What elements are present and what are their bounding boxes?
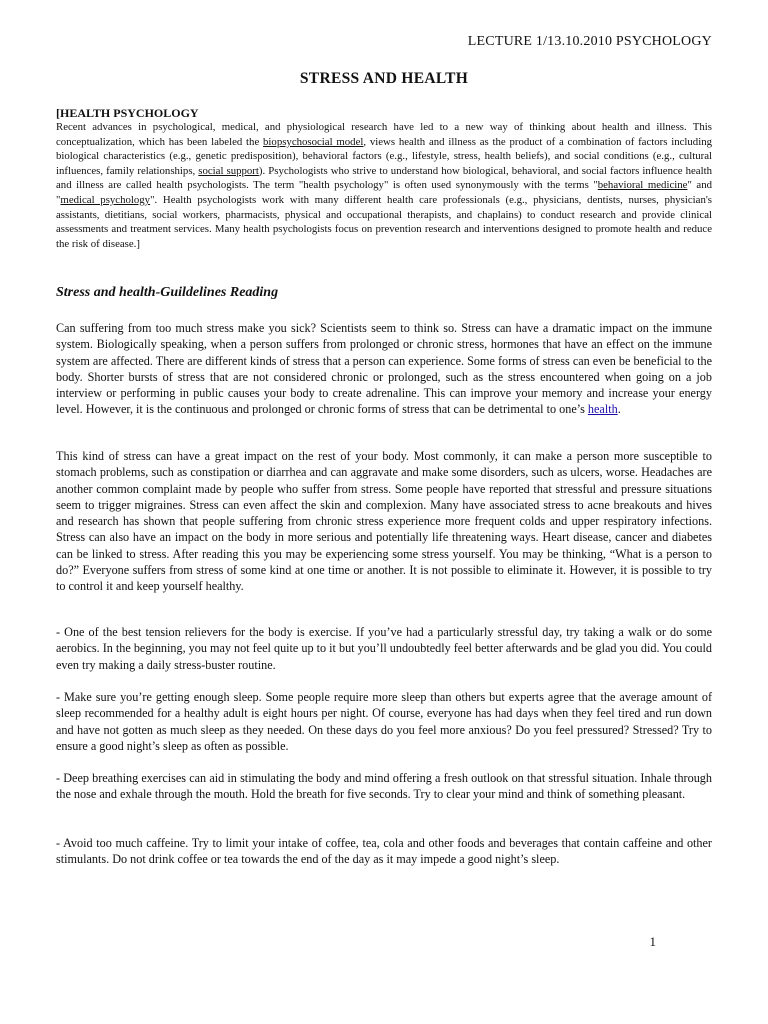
health-link[interactable]: health [587, 402, 618, 417]
tip-exercise: - One of the best tension relievers for the body is exercise. If you’ve had a particularly stressful day, try taking a walk or do some aerobics. In the beginning, you may not feel quite up to it but you’ll undoubtedly feel better afterwards and be glad you did. You could even try making a daily stress-buster routine. [56, 625, 712, 672]
hp-text-1: Recent advances in psychological, medical, and physiological research have led to a new way of thinking about health and illness. This conceptualization, which has been labeled the [56, 121, 712, 148]
section-heading: Stress and health-Guildelines Reading [56, 285, 279, 300]
page-number: 1 [649, 934, 656, 949]
paragraph-1-text: Can suffering from too much stress make you sick? Scientists seem to think so. Stress can have a dramatic impact on the immune system. Biologically speaking, when a person suffers from prolonged or chronic stress, hormones that have an effect on the immune system are affected. There are different kinds of stress that a person can experience. Some forms of stress can even be beneficial to the body. Shorter bursts of stress that are not considered chronic or prolonged, such as the stress encountered when going on a job interview or performing in public causes your body to create adrenaline. This can improve your memory and increase your energy level. However, it is the continuous and prolonged or chronic forms of stress that can be detrimental to one’s [56, 321, 712, 417]
tip-avoid-caffeine: - Avoid too much caffeine. Try to limit your intake of coffee, tea, cola and other foods and beverages that contain caffeine and other stimulants. Do not drink coffee or tea towards the end of the day as it may impede a good night’s sleep. [56, 836, 712, 867]
health-psychology-paragraph [56, 120, 712, 251]
hp-text-3: ). Psychologists who strive to understand how biological, behavioral, and social factors influence health and illness are called health psychologists. The term "health psychology" is often used synonymously with the terms " [56, 164, 712, 192]
tip-sleep: - Make sure you’re getting enough sleep. Some people require more sleep than others but experts agree that the average amount of sleep recommended for a healthy adult is eight hours per night. Of course, everyone has had days when they feel tired and run down and have not gotten as much sleep as they needed. On these days do you feel more anxious? Do you feel pressured? Stressed? Try to ensure a good night’s sleep as often as possible. [56, 690, 712, 753]
biopsychosocial-model-link[interactable]: biopsychosocial model [263, 135, 364, 148]
paragraph-body-effects: This kind of stress can have a great impact on the rest of your body. Most commonly, it can make a person more susceptible to stomach problems, such as constipation or diarrhea and can aggravate and make some disorders, such as ulcers, worse. Headaches are another common complaint made by people who suffer from stress. Some people have reported that stressful and pressure situations seem to trigger migraines. Stress can even affect the skin and complexion. Many have associated stress to acne breakouts and hives and research has shown that people suffering from chronic stress experience more frequent colds and upper respiratory infections. Stress can also have an impact on the body in more serious and potentially life threatening ways. Heart disease, cancer and diabetes can be linked to stress. After reading this you may be experiencing some stress yourself. You may be thinking, “What is a person to do?” Everyone suffers from stress of some kind at one time or another. It is not possible to eliminate it. However, it is possible to try to control it and keep yourself healthy. [56, 449, 712, 594]
paragraph-immune-system [56, 320, 712, 418]
tip-deep-breathing: - Deep breathing exercises can aid in stimulating the body and mind offering a fresh outlook on that stressful situation. Inhale through the nose and exhale through the mouth. Hold the breath for five seconds. Try to clear your mind and think of something pleasant. [56, 771, 712, 802]
medical-psychology-link[interactable]: medical psychology [60, 193, 151, 206]
health-psychology-section [56, 106, 712, 251]
social-support-link[interactable]: social support [198, 164, 259, 177]
behavioral-medicine-link[interactable]: behavioral medicine [597, 179, 688, 192]
hp-text-5: ". Health psychologists work with many different health care professionals (e.g., physicians, dentists, nurses, physician's assistants, dietitians, social workers, pharmacists, physical and occupational therapists, and chaplains) to conduct research and provide clinical assessments and treatment services. Many health psychologists focus on prevention research and interventions designed to promote health and reduce the risk of disease.] [56, 193, 712, 250]
hp-text-4: " and " [56, 179, 712, 206]
paragraph-1-end: . [617, 402, 621, 417]
document-title: STRESS AND HEALTH [299, 70, 469, 87]
health-psychology-heading: [HEALTH PSYCHOLOGY [56, 106, 199, 120]
hp-text-2: , views health and illness as the product of a combination of factors including biological characteristics (e.g., genetic predisposition), behavioral factors (e.g., lifestyle, stress, health beliefs), and social conditions (e.g., cultural influences, family relationships, [56, 135, 712, 177]
lecture-header: LECTURE 1/13.10.2010 PSYCHOLOGY [467, 34, 712, 49]
